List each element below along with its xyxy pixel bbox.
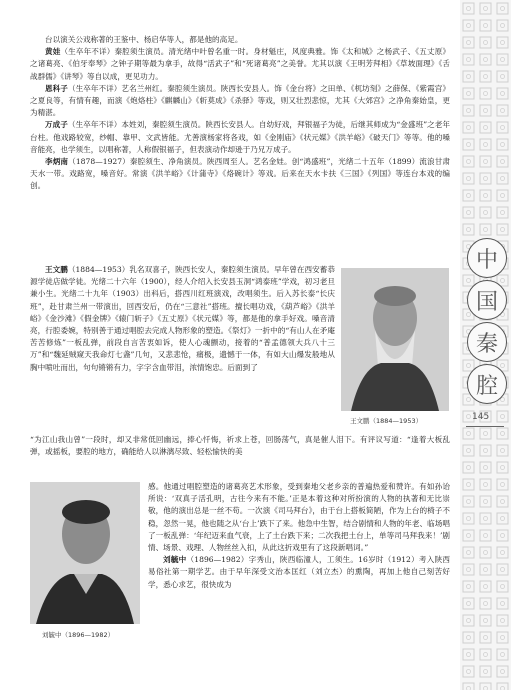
paragraph-wang-text: 王文鹏（1884—1953）乳名双喜子，陕西长安人，秦腔须生演员。早年曾在西安蓄恭源学徒店做学徒。光绪二十六年（1900），经人介绍入长安县玉洞“鸿泰班”学戏，初习老旦兼小生。光绪二十九年（1903）出科后，搭西川红班演戏，改唱须生。后入苏长泰“长庆班”，赴甘肃兰州一带演出，回西安后，仍在“三意社”搭班。擅长唱功戏，《葫芦峪》《洪羊峪》《金沙滩》《假金牌》《辕门斩子》《五丈原》《状元媒》等，都是他的拿手好戏。嗓音清亮，行腔委婉，特别善于通过唱腔去完成人物形象的塑造。《祭灯》一折中的“有山人在矛庵苦苦修炼”一板乱弹，前段自言苦衷如诉，使人心魂颤动，接着的“普孟德领大兵八十三万”和“魏延贼窥天我命灯七盏”几句，又悲悲怆，痛极，遗憾于一体，有如大山爆发般地从胸中喷吐而出，句句锵锵有力，字字含血带泪，浓情饱忠。后面到了: [30, 265, 335, 372]
paragraph-enkezi: 恩科子（生卒年不详）艺名兰州红。秦腔须生演员。陕西长安县人。饰《金台将》之田单、《杌坊刻》之薛保、《紫霞宫》之夏良等，有情有趣，而演《炮烙柱》《麒麟山》《斩莫成》《杀驿》等戏，则又壮烈悲惊，尤其《大郊宫》之净角秦始皇，更为精湛。: [30, 83, 451, 118]
paragraph-wang-continued: [30, 434, 450, 458]
paragraph-0: 台以演关公戏称著的王鉴中、杨启华等人，都是他的高足。: [45, 35, 243, 44]
paragraph-wangwenpeng: [30, 264, 335, 374]
paragraph-wang-after: “为江山我山曾”一段时，却又非常低回幽远，捧心忏悔，祈求上苍，回肠荡气，真是催人泪下。有评议写道：“逢着大板乱弹，或摇板，要腔的地方，确能给人以淋漓尽致、轻松愉快的美: [30, 435, 450, 457]
text-column-top: [30, 34, 450, 193]
paragraph-liuyuzhong: 刘毓中（1896—1982）字秀山，陕西临潼人，工须生。16岁时（1912）考入陕西易俗社第一期学艺。由于早年深受文治本匡红（刘立杰）的熏陶，再加上他自己刻苦好学，悉心求艺，很快成为: [148, 555, 451, 589]
paragraph-wanchengzi: 万成子（生卒年不详）本姓刘，秦腔须生演员。陕西长安县人。自幼好戏，拜银福子为徒，后继其师成为“金盛班”之老年台柱。他戏路较宽，纱帽、靠甲、文武皆能。尤善演杨家将各戏，如《金刚庙》《状元媒》《洪羊峪》《破天门》等等。他的嗓音能亮，也学须生，以唱称著，人称假银福子，但表演动作却逊于乃兄万成子。: [30, 120, 450, 154]
seal-char-2: 国: [467, 280, 507, 320]
seal-char-3: 秦: [467, 322, 507, 362]
seal-char-4: 腔: [467, 364, 507, 404]
caption-liuyuzhong: 刘毓中（1896—1982）: [42, 631, 115, 639]
paragraph-huangwa: 黄娃（生卒年不详）秦腔须生演员。清光绪中叶曾名重一时。身材魁庄，风度典雅。饰《太和城》之杨武子、《五丈原》之诸葛亮、《伯牙奉琴》之钟子期等最为拿手，故得“活武子”和“死诸葛亮”之美誉。尤其以演《王明芳拜相》《草坡面理》《舌战群儒》《讲琴》等自以成，更见功力。: [30, 47, 450, 81]
paragraph-libingnan: 李炳南（1878—1927）秦腔须生、净角演员。陕西周至人。艺名金娃。创“鸿盛班”，光绪二十五年（1899）流浪甘肃天水一带。戏路宽，嗓音好。常演《洪羊峪》《计蒲寺》《烙碗计》等戏。后来在天水卡扶《三国》《列国》等连台本戏的编创。: [30, 157, 450, 191]
paragraph-wang-quote: [148, 481, 450, 591]
page-number-rule: [466, 426, 504, 427]
seal-char-1: 中: [467, 238, 507, 278]
portrait-photo-liuyuzhong: [30, 482, 140, 624]
portrait-photo-wangwenpeng: [341, 268, 449, 411]
paragraph-wang-quote-text: 感。他通过唱腔塑造的诸葛亮艺术形象，受到秦地父老乡亲的普遍热爱和赞许。有如孙诒所说：‘双真子活孔明，古往今来有不能。’正是本着这种对所扮演的人物的执著和无比崇敬，他的演出总是一丝不苟。一次演《司马拜台》，由于台上搭板简陋，作为上台的椅子不稳，忽然一晃，他也随之从‘台上’跌下了来。他急中生智，结合剧情和人物的年老、临场唱了一板乱弹：‘年纪迈来血气衰，上了土台跌下来；二次我把土台上，单等司马拜我来！’剧情、场景、戏理、人物丝丝入扣，从此这折戏里有了这段新唱词。”: [148, 482, 450, 553]
page-number: 145: [472, 412, 490, 422]
caption-wangwenpeng: 王文鹏（1884—1953）: [350, 417, 423, 425]
